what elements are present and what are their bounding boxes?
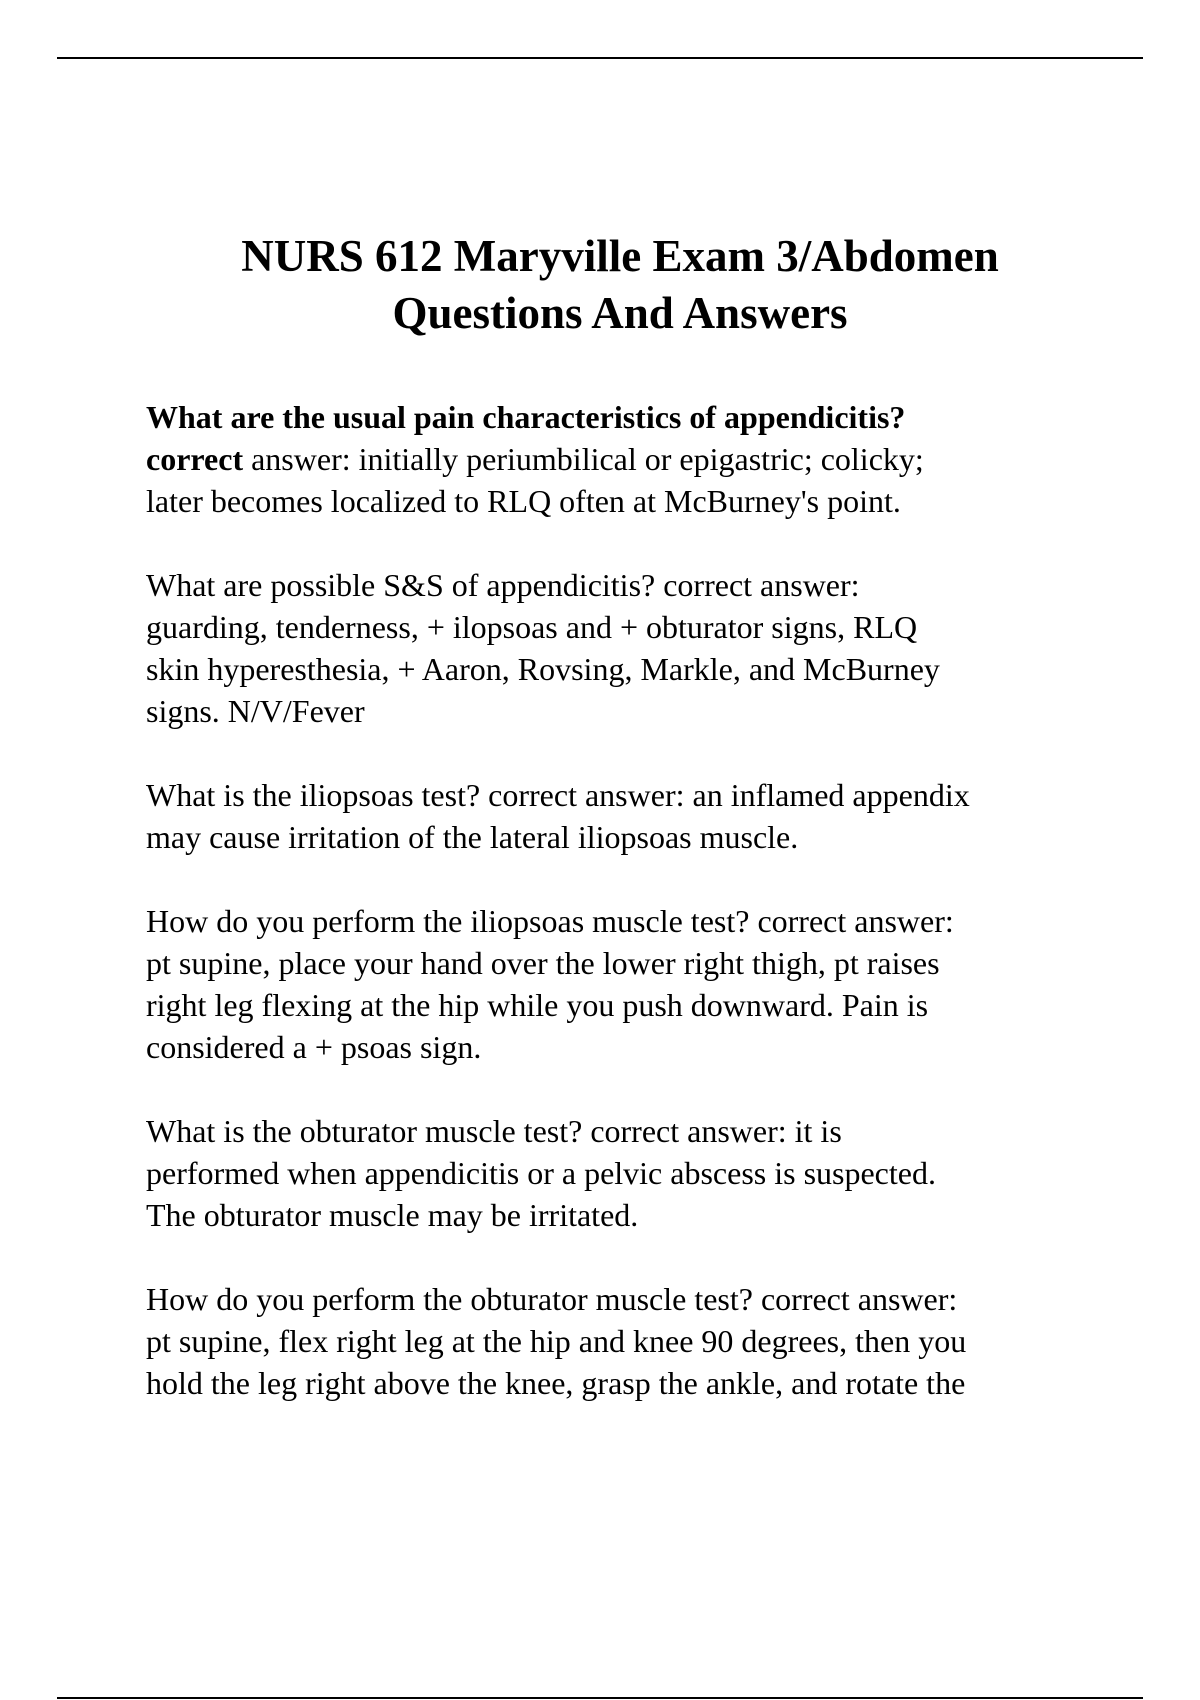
question-text: What are the usual pain characteristics of appendicitis?: [146, 399, 906, 435]
qa-item-4: [146, 900, 1146, 1068]
qa-item-5: [146, 1110, 1146, 1236]
answer-line: [146, 438, 1146, 480]
bottom-rule: [57, 1697, 1143, 1699]
qa-list: [146, 396, 1146, 1446]
qa-line: What is the obturator muscle test? correct answer: it is: [146, 1113, 842, 1149]
qa-item-2: [146, 564, 1146, 732]
qa-item-1: [146, 396, 1146, 522]
qa-line: pt supine, flex right leg at the hip and knee 90 degrees, then you: [146, 1323, 967, 1359]
qa-item-3: [146, 774, 1146, 858]
answer-text: answer: initially periumbilical or epigastric; colicky;: [243, 441, 924, 477]
answer-label-bold: correct: [146, 441, 244, 477]
qa-item-6: [146, 1278, 1146, 1404]
document-title: [140, 228, 1100, 342]
qa-line: signs. N/V/Fever: [146, 693, 365, 729]
qa-line: The obturator muscle may be irritated.: [146, 1197, 639, 1233]
qa-line: How do you perform the obturator muscle test? correct answer:: [146, 1281, 958, 1317]
qa-line: What is the iliopsoas test? correct answer: an inflamed appendix: [146, 777, 970, 813]
qa-line: guarding, tenderness, + ilopsoas and + obturator signs, RLQ: [146, 609, 918, 645]
title-line-1: NURS 612 Maryville Exam 3/Abdomen: [241, 231, 999, 281]
qa-line: may cause irritation of the lateral iliopsoas muscle.: [146, 819, 799, 855]
qa-line: skin hyperesthesia, + Aaron, Rovsing, Markle, and McBurney: [146, 651, 940, 687]
qa-line: considered a + psoas sign.: [146, 1029, 482, 1065]
qa-line: How do you perform the iliopsoas muscle test? correct answer:: [146, 903, 954, 939]
qa-line: pt supine, place your hand over the lower right thigh, pt raises: [146, 945, 940, 981]
qa-line: What are possible S&S of appendicitis? correct answer:: [146, 567, 860, 603]
qa-line: hold the leg right above the knee, grasp the ankle, and rotate the: [146, 1365, 966, 1401]
top-rule: [57, 57, 1143, 59]
qa-line: performed when appendicitis or a pelvic abscess is suspected.: [146, 1155, 936, 1191]
title-line-2: Questions And Answers: [392, 288, 848, 338]
qa-line: right leg flexing at the hip while you push downward. Pain is: [146, 987, 929, 1023]
answer-text: later becomes localized to RLQ often at McBurney's point.: [146, 483, 901, 519]
